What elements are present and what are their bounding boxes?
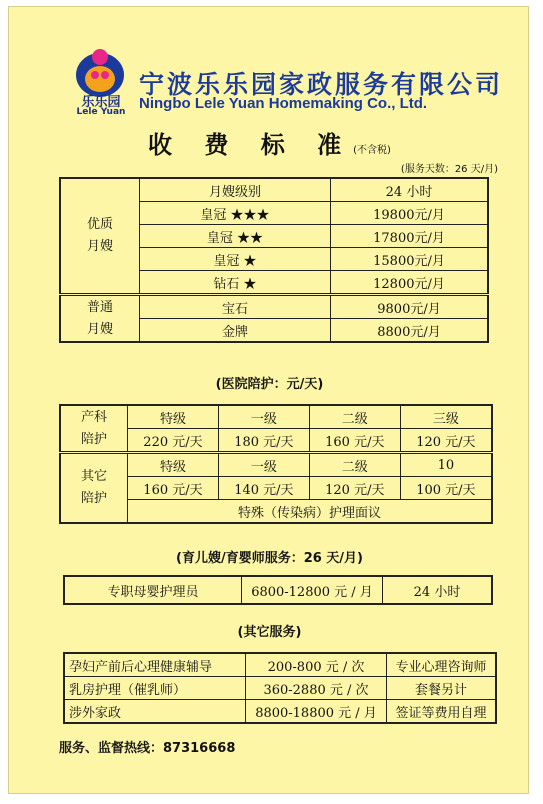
page-title [9, 125, 530, 160]
other-price: 160 元/天 [128, 477, 219, 500]
tax-note: (不含税) [353, 145, 391, 156]
header-level: 月嫂级别 [140, 178, 331, 202]
premium-group-label: 优质 月嫂 [60, 178, 140, 295]
other-service-price: 360-2880 元 / 次 [246, 677, 387, 700]
premium-price: 12800元/月 [331, 271, 489, 295]
other-level: 一级 [218, 453, 309, 477]
other-service-price: 200-800 元 / 次 [246, 653, 387, 677]
premium-level: 皇冠 ★ [140, 248, 331, 271]
other-service-name: 孕妇产前后心理健康辅导 [64, 653, 246, 677]
price-poster [8, 6, 529, 794]
childcare-price: 6800-12800 元 / 月 [242, 576, 383, 604]
other-services-table [63, 652, 497, 724]
obstetric-price: 160 元/天 [309, 429, 400, 453]
normal-level: 宝石 [140, 295, 331, 319]
logo-text-en: Lele Yuan [76, 107, 126, 117]
service-hotline: 服务、监督热线：87316668 [59, 741, 236, 756]
obstetric-level: 一级 [218, 405, 309, 429]
premium-price: 19800元/月 [331, 202, 489, 225]
hospital-care-table [59, 404, 493, 524]
company-name-cn: 宁波乐乐园家政服务有限公司 [139, 70, 504, 99]
company-name-en: Ningbo Lele Yuan Homemaking Co., Ltd. [139, 95, 428, 112]
other-service-note: 签证等费用自理 [387, 700, 497, 724]
premium-level: 皇冠 ★★★ [140, 202, 331, 225]
obstetric-price: 220 元/天 [128, 429, 219, 453]
hospital-heading: (医院陪护：元/天) [215, 377, 324, 392]
childcare-hours: 24 小时 [383, 576, 493, 604]
normal-price: 8800元/月 [331, 319, 489, 343]
other-service-name: 乳房护理（催乳师） [64, 677, 246, 700]
header-24h: 24 小时 [331, 178, 489, 202]
premium-level: 钻石 ★ [140, 271, 331, 295]
obstetric-level: 三级 [400, 405, 492, 429]
other-level: 特级 [128, 453, 219, 477]
other-service-note: 套餐另计 [387, 677, 497, 700]
obstetric-price: 120 元/天 [400, 429, 492, 453]
special-care-note: 特殊（传染病）护理面议 [128, 500, 493, 524]
obstetric-level: 特级 [128, 405, 219, 429]
normal-level: 金牌 [140, 319, 331, 343]
logo-text-cn: 乐乐园 [81, 95, 121, 110]
childcare-table [63, 575, 493, 605]
other-price: 100 元/天 [400, 477, 492, 500]
premium-price: 17800元/月 [331, 225, 489, 248]
other-services-heading: (其它服务) [237, 625, 302, 640]
other-level: 10 [400, 453, 492, 477]
other-service-name: 涉外家政 [64, 700, 246, 724]
maternity-price-table [59, 177, 489, 343]
obstetric-price: 180 元/天 [218, 429, 309, 453]
other-care-label: 其它 陪护 [60, 453, 128, 524]
premium-level: 皇冠 ★★ [140, 225, 331, 248]
service-days-note: (服务天数：26 天/月) [400, 164, 498, 175]
other-price: 120 元/天 [309, 477, 400, 500]
other-service-price: 8800-18800 元 / 月 [246, 700, 387, 724]
other-level: 二级 [309, 453, 400, 477]
other-service-note: 专业心理咨询师 [387, 653, 497, 677]
obstetric-level: 二级 [309, 405, 400, 429]
obstetric-label: 产科 陪护 [60, 405, 128, 453]
childcare-service: 专职母婴护理员 [64, 576, 242, 604]
title-main: 收 费 标 准 [148, 130, 354, 159]
childcare-heading: (育儿嫂/育婴师服务：26 天/月) [176, 551, 363, 566]
normal-group-label: 普通 月嫂 [60, 295, 140, 343]
normal-price: 9800元/月 [331, 295, 489, 319]
other-price: 140 元/天 [218, 477, 309, 500]
premium-price: 15800元/月 [331, 248, 489, 271]
